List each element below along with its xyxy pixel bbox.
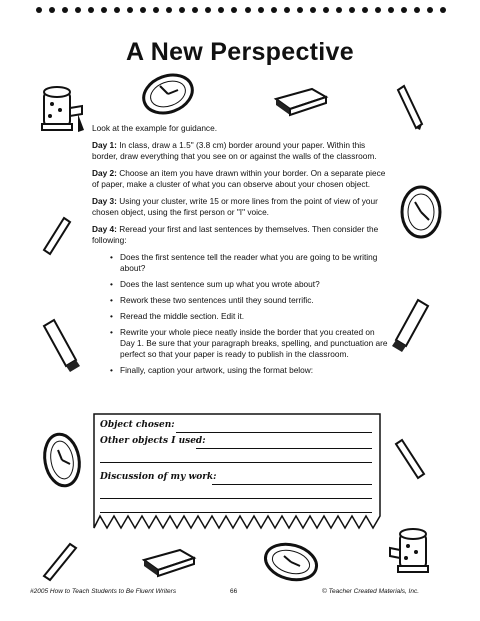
other-objects-line: [196, 448, 372, 449]
day-label: Day 3:: [92, 196, 117, 206]
day-text: In class, draw a 1.5" (3.8 cm) border around your paper. Within this border, draw everything that you see on or against the walls of the classroom.: [92, 140, 377, 161]
eraser-icon: [40, 316, 84, 374]
eraser-icon: [386, 296, 432, 354]
clock-icon: [140, 72, 196, 116]
chalk-icon: [40, 540, 80, 584]
clock-icon: [40, 430, 84, 490]
caption-box: [92, 412, 382, 530]
clock-icon: [398, 184, 444, 240]
object-chosen-line: [176, 432, 372, 433]
intro-text: Look at the example for guidance.: [92, 123, 217, 133]
chalk-icon: [394, 84, 424, 132]
eraser-icon: [140, 544, 198, 580]
day-label: Day 1:: [92, 140, 117, 150]
blank-line: [100, 462, 372, 463]
list-item: • Does the last sentence sum up what you wrote about?: [110, 279, 388, 290]
blank-line: [100, 512, 372, 513]
list-item: • Rewrite your whole piece neatly inside the border that you created on Day 1. Be sure that your paragraph breaks, spelling, and punctuation are perfect so that your paper is ready to publish in the classroom.: [110, 327, 388, 360]
footer-left: #2005 How to Teach Students to Be Fluent Writers: [30, 588, 177, 595]
page-title: A New Perspective: [126, 38, 354, 66]
footer-right: © Teacher Created Materials, Inc.: [322, 588, 420, 595]
object-chosen-label: Object chosen:: [100, 420, 175, 430]
list-item: • Reread the middle section. Edit it.: [110, 311, 388, 322]
page-number: 66: [230, 588, 238, 595]
instructions: [92, 123, 388, 381]
chalk-icon: [42, 214, 72, 258]
day-text: Choose an item you have drawn within your border. On a separate piece of paper, make a cluster of what you can observe about your chosen object.: [92, 168, 386, 189]
day-text: Reread your first and last sentences by themselves. Then consider the following:: [92, 224, 379, 245]
blank-line: [100, 498, 372, 499]
discussion-label: Discussion of my work:: [100, 472, 217, 482]
list-item: • Finally, caption your artwork, using the format below:: [110, 365, 388, 376]
list-item: • Does the first sentence tell the reader what you are going to be writing about?: [110, 252, 388, 274]
clock-icon: [262, 540, 320, 584]
day-label: Day 2:: [92, 168, 117, 178]
day-label: Day 4:: [92, 224, 117, 234]
chalk-icon: [392, 436, 428, 482]
discussion-line: [212, 484, 372, 485]
checklist: [92, 252, 388, 376]
list-item: • Rework these two sentences until they sound terrific.: [110, 295, 388, 306]
day-text: Using your cluster, write 15 or more lines from the point of view of your chosen object, using the first person or "I" voice.: [92, 196, 378, 217]
day-4: [92, 224, 388, 246]
day-3: [92, 196, 388, 218]
pencil-sharpener-icon: [38, 84, 88, 140]
dotted-border: [36, 7, 446, 17]
pencil-sharpener-icon: [388, 524, 438, 582]
day-1: [92, 140, 388, 162]
day-2: [92, 168, 388, 190]
eraser-icon: [270, 85, 332, 119]
other-objects-label: Other objects I used:: [100, 436, 206, 446]
